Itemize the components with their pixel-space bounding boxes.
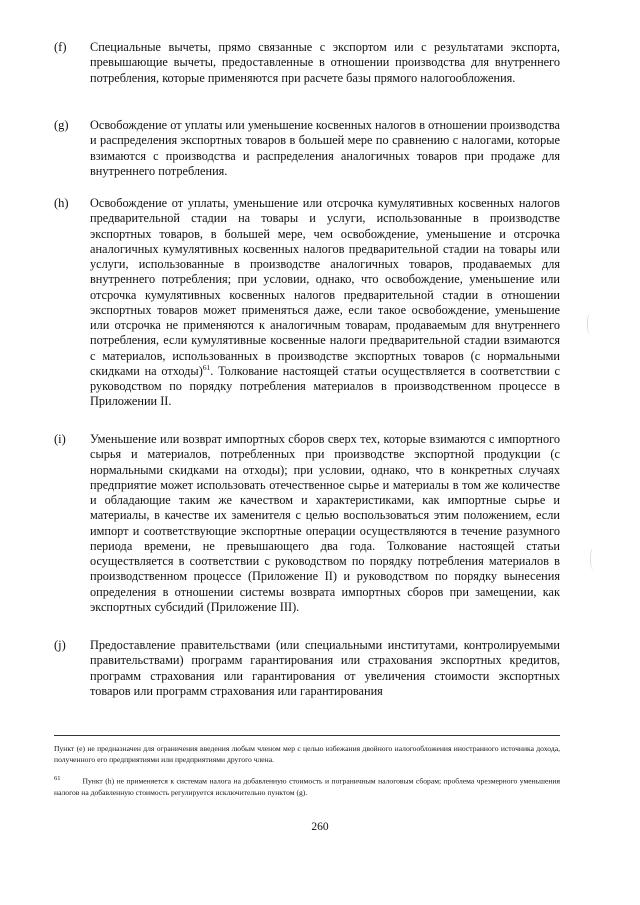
list-item-f: [54, 40, 560, 86]
footnote-mark: 61: [54, 775, 61, 782]
list-item-h: [54, 196, 560, 410]
item-label: (f): [54, 40, 67, 54]
item-text: Уменьшение или возврат импортных сборов сверх тех, которые взимаются с импортного сырья и материалов, потребленных при производстве экспортной продукции (с нормальными скидками на отходы); при условии, однако, что в конкретных случаях предприятие может использовать отечественное сырье и материалы в том же количестве и обладающие таким же качеством и характеристиками, как импортные сырье и материалы, в качестве их заменителя с целью воспользоваться этим положением, если импорт и соответствующие экспортные операции осуществляются в течение разумного периода времени, не превышающего два года. Толкование настоящей статьи осуществляется в соответствии с руководством по порядку потребления материалов в производственном процессе (Приложение II) и руководством по порядку вынесения определения в отношении системы возврата импортных сборов при замещении, как экспортных субсидий (Приложение III).: [90, 432, 560, 614]
page-number: 260: [311, 821, 329, 833]
list-item-i: [54, 432, 560, 615]
item-label: (g): [54, 118, 69, 132]
scan-mark: [587, 313, 596, 335]
list-item-g: [54, 118, 560, 179]
item-text: Специальные вычеты, прямо связанные с экспортом или с результатами экспорта, превышающие вычеты, предоставленные в отношении производства для внутреннего потребления, которые применяются при расчете базы прямого налогообложения.: [90, 40, 560, 85]
item-text: Предоставление правительствами (или специальными институтами, контролируемыми правительствами) программ гарантирования или страхования экспортных кредитов, программ страхования или гарантирования от увеличения стоимости экспортных товаров или программ страхования или гарантирования: [90, 638, 560, 698]
item-text-continued: . Толкование настоящей статьи осуществляется в соответствии с руководством по порядку потребления материалов в производственном процессе в Приложении II.: [90, 363, 560, 409]
item-label: (j): [54, 638, 66, 652]
item-text: Освобождение от уплаты, уменьшение или отсрочка кумулятивных косвенных налогов предварительной стадии на товары и услуги, использованные в производстве экспортных товаров, в большей мере, чем освобождение, уменьшение и отсрочка аналогичных кумулятивных косвенных налогов предварительной стадии на товары или услуги, использованные в производстве аналогичных товаров, продаваемых для внутреннего потребления; при условии, однако, что освобождение, уменьшение или отсрочка кумулятивных косвенных налогов предварительной стадии в отношении экспортных товаров может применяться даже, если такое освобождение, уменьшение или отсрочка не применяются к аналогичным товарам, продаваемым для внутреннего потребления, если кумулятивные косвенные налоги предварительной стадии взимаются с материалов, использованных в производстве экспортных товаров (с нормальными скидками на отходы): [90, 196, 560, 378]
scan-mark: [590, 548, 599, 570]
item-text-container: [90, 196, 560, 410]
footnote-reference: 61: [202, 362, 211, 372]
footnote: [54, 743, 560, 765]
item-text: Освобождение от уплаты или уменьшение косвенных налогов в отношении производства и распределения экспортных товаров в большей мере по сравнению с налогами, которые взимаются с производства и распределения аналогичных товаров при продаже для внутреннего потребления.: [90, 118, 560, 178]
item-label: (h): [54, 196, 69, 210]
item-label: (i): [54, 432, 66, 446]
footnote-61: [54, 773, 560, 798]
footnote-divider: [54, 735, 560, 736]
footnote-text: Пункт (e) не предназначен для ограничения введения любым членом мер с целью избежания двойного налогообложения иностранного источника дохода, полученного его предприятиями или предприятиями другого члена.: [54, 744, 560, 764]
list-item-j: [54, 638, 560, 699]
footnote-text: Пункт (h) не применяется к системам налога на добавленную стоимость и пограничным налоговым сборам; проблема чрезмерного уменьшения налогов на добавленную стоимость регулируется исключительно пунктом (g).: [54, 776, 560, 797]
